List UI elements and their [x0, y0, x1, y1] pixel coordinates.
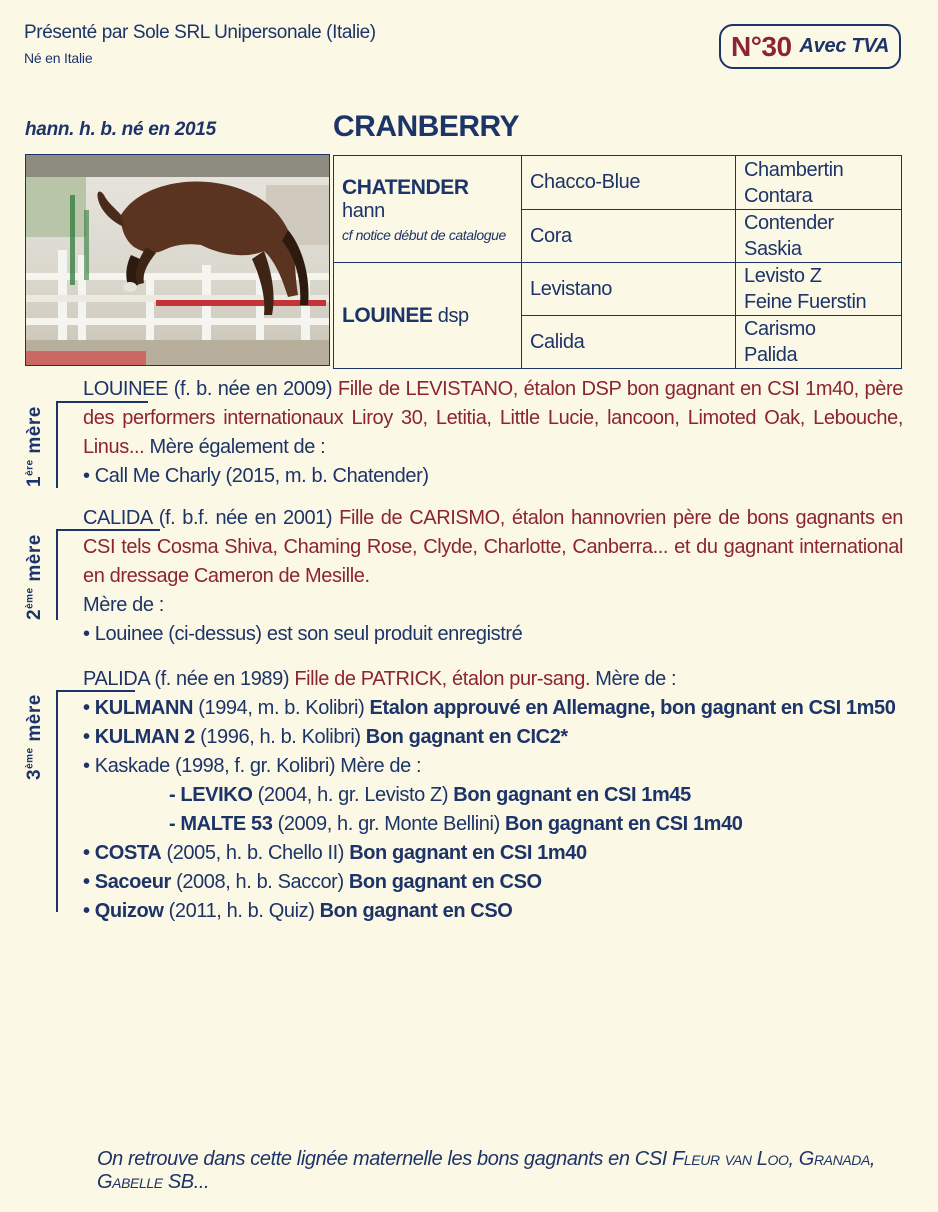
pedigree-sire-sire: Chacco-Blue — [522, 156, 736, 210]
first-dam-details: (f. b. née en 2009) — [173, 378, 333, 400]
vat-label: Avec TVA — [799, 35, 890, 57]
offspring-name: Sacoeur — [94, 871, 171, 893]
pedigree-ggs-4-sire: Carismo — [744, 318, 816, 340]
presenter-text: Présenté par Sole SRL Unipersonale (Italie) — [24, 22, 376, 43]
third-dam-description: Fille de PATRICK, étalon pur-sang. — [294, 668, 591, 690]
footer-text: On retrouve dans cette lignée maternelle les bons gagnants en CSI — [97, 1148, 667, 1170]
pedigree-table — [333, 155, 902, 369]
offspring-result: Bon gagnant en CSO — [348, 871, 542, 893]
pedigree-ggs-3-sire: Levisto Z — [744, 265, 822, 287]
offspring-name: KULMAN 2 — [94, 726, 195, 748]
lot-number: N°30 — [730, 30, 792, 62]
pedigree-dam-name: LOUINEE — [342, 303, 433, 327]
offspring-name: KULMANN — [94, 697, 194, 719]
pedigree-ggs-3-dam: Feine Fuerstin — [744, 291, 867, 313]
pedigree-ggs-4-dam: Palida — [744, 344, 798, 366]
offspring-result: Bon gagnant en CSO — [319, 900, 513, 922]
offspring-line: • KULMANN (1994, m. b. Kolibri) Etalon approuvé en Allemagne, bon gagnant en CSI 1m50 — [83, 697, 896, 719]
first-dam-label: 1ère mère — [24, 406, 45, 487]
pedigree-ggs-2 — [736, 210, 902, 263]
offspring-result: Bon gagnant en CSI 1m45 — [453, 784, 691, 806]
third-dam-rule — [56, 691, 58, 912]
footer-names: Fleur van Loo, Granada, Gabelle SB... — [97, 1148, 876, 1193]
offspring-result: Bon gagnant en CSI 1m40 — [349, 842, 587, 864]
second-dam-label: 2ème mère — [24, 534, 45, 620]
horse-photo — [25, 154, 330, 366]
second-dam-offspring-1: • Louinee (ci-dessus) est son seul produit enregistré — [83, 623, 523, 645]
offspring-subline: - MALTE 53 (2009, h. gr. Monte Bellini) Bon gagnant en CSI 1m40 — [169, 813, 743, 835]
pedigree-dam-cell — [334, 263, 522, 369]
first-dam-rule — [56, 402, 58, 488]
third-dam-mere-de: Mère de : — [595, 668, 677, 690]
pedigree-ggs-3 — [736, 263, 902, 316]
offspring-name: MALTE 53 — [180, 813, 273, 835]
third-dam-details: (f. née en 1989) — [154, 668, 290, 690]
second-dam-rule — [56, 530, 58, 620]
horse-jumping-image — [26, 155, 330, 366]
pedigree-ggs-1-sire: Chambertin — [744, 158, 844, 181]
pedigree-ggs-2-dam: Saskia — [744, 238, 802, 260]
first-dam-description: Fille de LEVISTANO, étalon DSP bon gagnant en CSI 1m40, père des performers internationaux Liroy 30, Letitia, Little Lucie, lancoon, Limoted Oak, Lebouche, Linus... — [83, 378, 903, 458]
pedigree-dam-breed: dsp — [437, 304, 469, 327]
pedigree-ggs-1-dam: Contara — [744, 184, 813, 207]
second-dam-name: CALIDA — [83, 507, 152, 529]
offspring-line: • Quizow (2011, h. b. Quiz) Bon gagnant en CSO — [83, 900, 513, 922]
pedigree-ggs-1 — [736, 156, 902, 210]
offspring-result: Etalon approuvé en Allemagne, bon gagnant en CSI 1m50 — [369, 697, 896, 719]
footer-note — [97, 1148, 938, 1194]
offspring-name: Quizow — [94, 900, 164, 922]
horse-name: CRANBERRY — [333, 110, 520, 143]
pedigree-ggs-4 — [736, 316, 902, 369]
third-dam-label: 3ème mère — [24, 694, 45, 780]
offspring-line: • KULMAN 2 (1996, h. b. Kolibri) Bon gagnant en CIC2* — [83, 726, 568, 748]
pedigree-dam-dam: Calida — [522, 316, 736, 369]
second-dam-mere-de: Mère de : — [83, 594, 164, 616]
lot-badge — [719, 24, 901, 69]
birthplace-text: Né en Italie — [24, 50, 93, 66]
pedigree-sire-breed: hann — [342, 199, 385, 222]
offspring-info: Kaskade (1998, f. gr. Kolibri) Mère de : — [94, 755, 422, 777]
second-dam-text — [83, 504, 903, 649]
pedigree-dam-sire: Levistano — [522, 263, 736, 316]
offspring-name: COSTA — [94, 842, 162, 864]
second-dam-description: Fille de CARISMO, étalon hannovrien père de bons gagnants en CSI tels Cosma Shiva, Chaming Rose, Clyde, Charlotte, Canberra... et du gagnant international en dressage Cameron de Mesille. — [83, 507, 903, 587]
offspring-name: LEVIKO — [180, 784, 253, 806]
pedigree-sire-name: CHATENDER — [342, 175, 469, 199]
pedigree-sire-note: cf notice début de catalogue — [342, 226, 506, 243]
first-dam-offspring-1: • Call Me Charly (2015, m. b. Chatender) — [83, 465, 429, 487]
first-dam-also: Mère également de : — [149, 436, 326, 458]
offspring-line: • Kaskade (1998, f. gr. Kolibri) Mère de : — [83, 755, 422, 777]
pedigree-sire-cell — [334, 156, 522, 263]
first-dam-text — [83, 375, 903, 491]
horse-subtitle: hann. h. b. né en 2015 — [25, 119, 216, 140]
pedigree-ggs-2-sire: Contender — [744, 212, 834, 234]
offspring-subline: - LEVIKO (2004, h. gr. Levisto Z) Bon gagnant en CSI 1m45 — [169, 784, 691, 806]
offspring-result: Bon gagnant en CSI 1m40 — [505, 813, 743, 835]
offspring-line: • COSTA (2005, h. b. Chello II) Bon gagnant en CSI 1m40 — [83, 842, 587, 864]
second-dam-details: (f. b.f. née en 2001) — [158, 507, 333, 529]
first-dam-name: LOUINEE — [83, 378, 169, 400]
pedigree-sire-dam: Cora — [522, 210, 736, 263]
offspring-line: • Sacoeur (2008, h. b. Saccor) Bon gagnant en CSO — [83, 871, 542, 893]
offspring-result: Bon gagnant en CIC2* — [365, 726, 568, 748]
third-dam-text — [83, 665, 903, 926]
third-dam-name: PALIDA — [83, 668, 150, 690]
